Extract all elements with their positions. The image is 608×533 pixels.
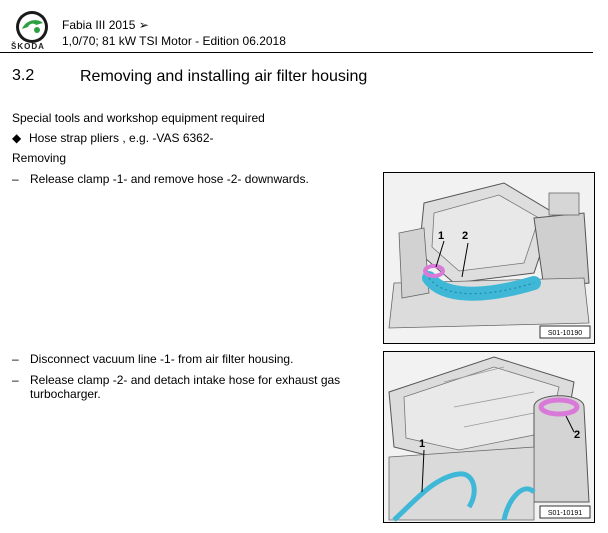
step-2-text: Disconnect vacuum line -1- from air filter housing. — [30, 352, 294, 366]
step-dash: – — [12, 373, 19, 387]
brand-name: ŠKODA — [11, 42, 45, 51]
document-title[interactable]: Fabia III 2015 ➢ — [62, 18, 149, 32]
section-number: 3.2 — [12, 67, 35, 84]
figure-1-code: S01-10190 — [547, 330, 583, 337]
section-title: Removing and installing air filter housing — [80, 68, 368, 85]
figure-2-drawing — [384, 352, 594, 522]
document-subtitle: 1,0/70; 81 kW TSI Motor - Edition 06.2018 — [62, 34, 286, 48]
figure-2 — [383, 351, 595, 523]
figure-1 — [383, 172, 595, 344]
step-1-text: Release clamp -1- and remove hose -2- downwards. — [30, 172, 309, 186]
figure-1-label-2: 2 — [462, 230, 469, 242]
intro-text: Special tools and workshop equipment required — [12, 111, 265, 125]
step-3-text: Release clamp -2- and detach intake hose for exhaust gas turbocharger. — [30, 373, 341, 401]
subheading-removing: Removing — [12, 151, 67, 165]
figure-1-label-1: 1 — [438, 230, 445, 242]
step-dash: – — [12, 172, 19, 186]
tool-item: Hose strap pliers , e.g. -VAS 6362- — [29, 131, 214, 145]
header-divider — [0, 52, 593, 53]
figure-2-label-1: 1 — [419, 438, 426, 450]
figure-2-label-2: 2 — [574, 429, 581, 441]
tool-bullet-icon: ◆ — [12, 131, 22, 145]
figure-1-drawing — [384, 173, 594, 343]
step-dash: – — [12, 352, 19, 366]
figure-2-code: S01-10191 — [547, 510, 583, 517]
